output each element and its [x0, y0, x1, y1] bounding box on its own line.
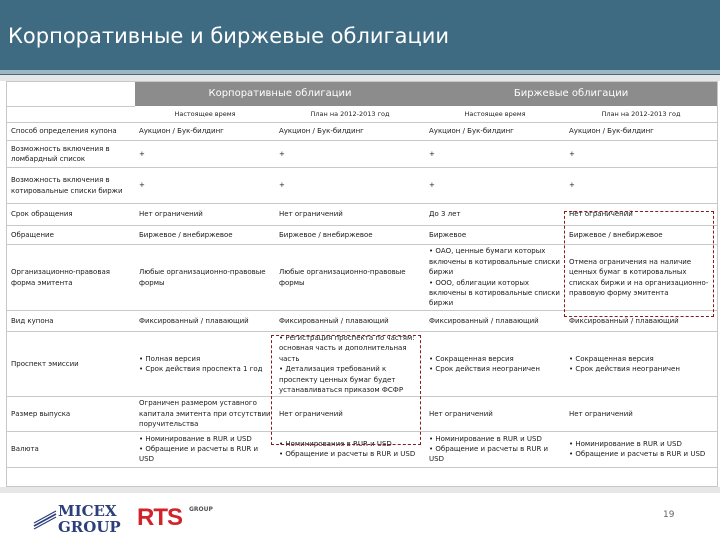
table-cell: +	[135, 168, 275, 204]
row-label: Проспект эмиссии	[7, 332, 135, 397]
table-cell: • ОАО, ценные бумаги которых включены в котировальные списки биржи • ООО, облигации которых включены в котировальные списки биржи	[425, 245, 565, 311]
table-cell: • Сокращенная версия • Срок действия неограничен	[425, 332, 565, 397]
table-cell: • Регистрация проспекта по частям: основная часть и дополнительная часть • Детализация требований к проспекту ценных бумаг будет устанавливаться приказом ФСФР	[275, 332, 425, 397]
table-cell: Любые организационно-правовые формы	[135, 245, 275, 311]
page-number: 19	[663, 510, 675, 520]
table-cell: • Номинирование в RUR и USD • Обращение и расчеты в RUR и USD	[425, 431, 565, 467]
table-cell: Фиксированный / плавающий	[135, 311, 275, 332]
table-cell: Аукцион / Бук-билдинг	[565, 123, 717, 141]
table-cell: Аукцион / Бук-билдинг	[275, 123, 425, 141]
table-cell: Нет ограничений	[565, 204, 717, 226]
table-cell: Аукцион / Бук-билдинг	[425, 123, 565, 141]
table-cell: +	[275, 168, 425, 204]
slide-title-bar	[0, 0, 720, 75]
table-row	[7, 123, 717, 141]
highlight-plan-exchange-column	[564, 211, 714, 317]
table-cell: Биржевое / внебиржевое	[275, 226, 425, 245]
table-cell: +	[135, 141, 275, 168]
header-corner	[7, 82, 135, 107]
table-cell: Отмена ограничения на наличие ценных бумаг в котировальных списках биржи и на организационно-правовую форму эмитента	[565, 245, 717, 311]
subheader-exch-plan: План на 2012-2013 год	[565, 107, 717, 123]
row-label: Валюта	[7, 431, 135, 467]
table-cell: Нет ограничений	[565, 397, 717, 431]
table-cell: • Номинирование в RUR и USD • Обращение и расчеты в RUR и USD	[565, 431, 717, 467]
row-label: Возможность включения в котировальные списки биржи	[7, 168, 135, 204]
table-cell: Биржевое	[425, 226, 565, 245]
table-cell: • Полная версия • Срок действия проспекта 1 год	[135, 332, 275, 397]
table-cell: Фиксированный / плавающий	[425, 311, 565, 332]
table-row	[7, 168, 717, 204]
subheader-corp-now: Настоящее время	[135, 107, 275, 123]
row-label: Возможность включения в ломбардный список	[7, 141, 135, 168]
table-cell: +	[425, 168, 565, 204]
row-label: Вид купона	[7, 311, 135, 332]
table-cell: Фиксированный / плавающий	[565, 311, 717, 332]
table-cell: Биржевое / внебиржевое	[135, 226, 275, 245]
header-exchange-bonds: Биржевые облигации	[425, 82, 717, 107]
micex-group-logo	[32, 502, 121, 536]
slide-title: Корпоративные и биржевые облигации	[8, 24, 450, 48]
subheader-exch-now: Настоящее время	[425, 107, 565, 123]
rts-group-word: GROUP	[189, 506, 213, 513]
row-label: Способ определения купона	[7, 123, 135, 141]
micex-word: MICEX	[58, 502, 117, 520]
table-cell: • Сокращенная версия • Срок действия неограничен	[565, 332, 717, 397]
table-cell: Нет ограничений	[425, 397, 565, 431]
header-corporate-bonds: Корпоративные облигации	[135, 82, 425, 107]
row-label: Размер выпуска	[7, 397, 135, 431]
table-cell: Любые организационно-правовые формы	[275, 245, 425, 311]
row-label: Обращение	[7, 226, 135, 245]
table-cell: Нет ограничений	[135, 204, 275, 226]
table-cell: +	[565, 168, 717, 204]
table-cell: Ограничен размером уставного капитала эмитента при отсутствии поручительства	[135, 397, 275, 431]
table-cell: Фиксированный / плавающий	[275, 311, 425, 332]
table-cell: +	[425, 141, 565, 168]
row-label: Срок обращения	[7, 204, 135, 226]
table-cell: Нет ограничений	[275, 397, 425, 431]
row-label: Организационно-правовая форма эмитента	[7, 245, 135, 311]
table-cell: Нет ограничений	[275, 204, 425, 226]
rts-word: RTS	[137, 504, 182, 531]
highlight-plan-corporate-column	[271, 335, 421, 445]
micex-swoosh-icon	[32, 510, 58, 530]
table-cell: До 3 лет	[425, 204, 565, 226]
table-cell: Биржевое / внебиржевое	[565, 226, 717, 245]
table-cell: Аукцион / Бук-билдинг	[135, 123, 275, 141]
subheader-corp-plan: План на 2012-2013 год	[275, 107, 425, 123]
title-divider	[0, 70, 720, 74]
rts-group-logo	[137, 504, 213, 532]
micex-group-word: GROUP	[58, 518, 121, 536]
table-cell: • Номинирование в RUR и USD • Обращение и расчеты в RUR и USD	[135, 431, 275, 467]
table-row	[7, 141, 717, 168]
table-cell: • Номинирование в RUR и USD • Обращение и расчеты в RUR и USD	[275, 431, 425, 467]
table-cell: +	[565, 141, 717, 168]
subheader-corner	[7, 107, 135, 123]
table-cell: +	[275, 141, 425, 168]
